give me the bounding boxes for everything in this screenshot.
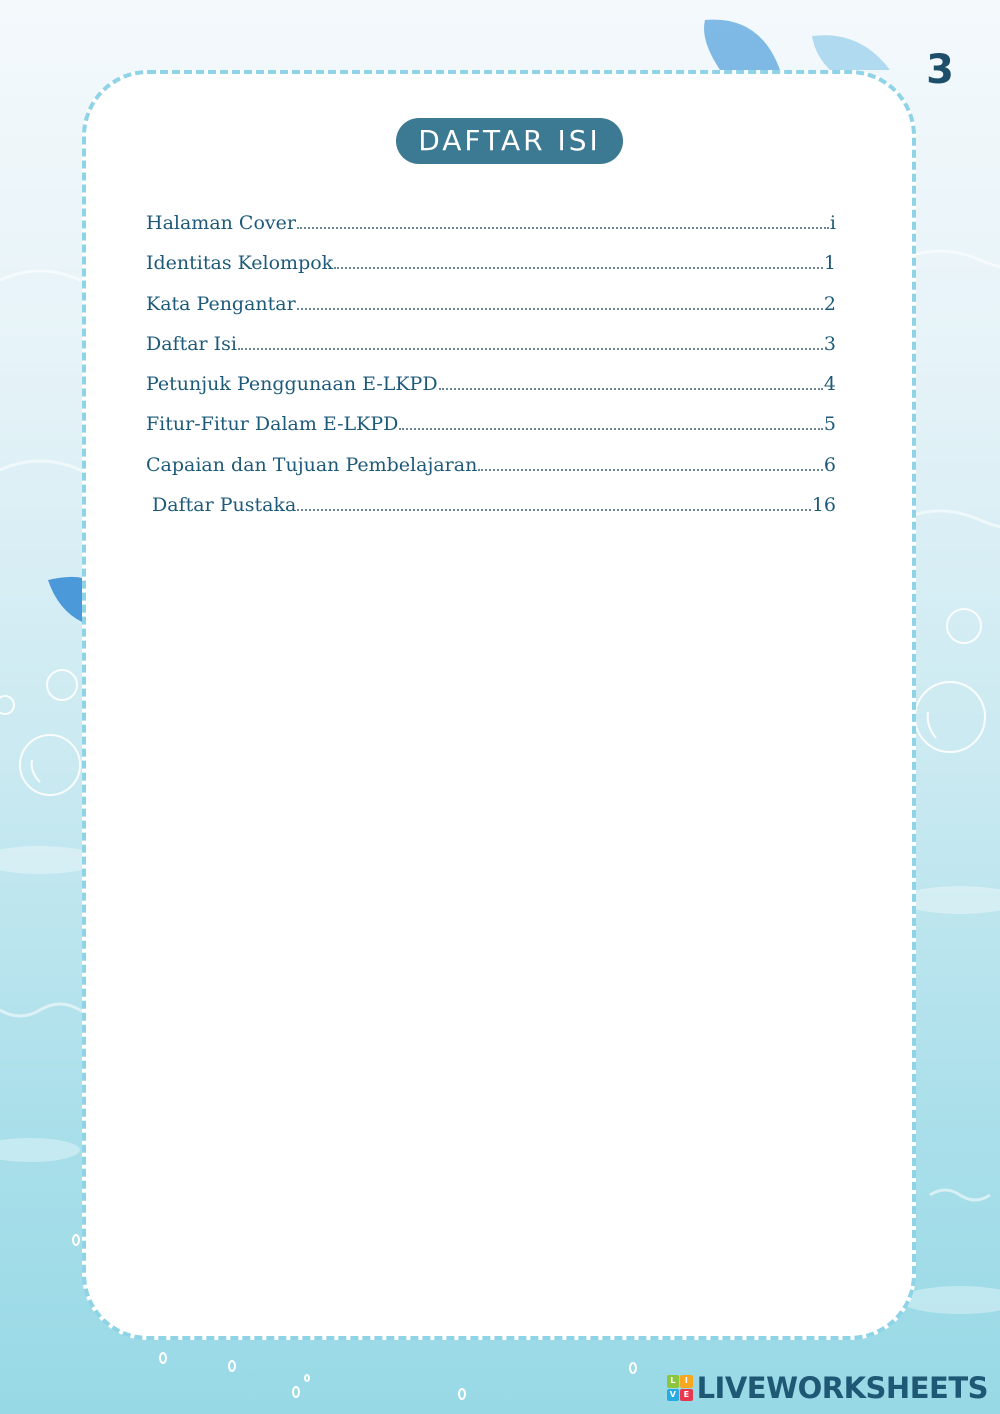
- toc-entry[interactable]: [146, 364, 836, 404]
- toc-entry[interactable]: [146, 445, 836, 485]
- toc-entry-label: Fitur-Fitur Dalam E-LKPD: [146, 413, 399, 436]
- liveworksheets-logo-text: LIVEWORKSHEETS: [696, 1371, 988, 1405]
- toc-entry-label: Petunjuk Penggunaan E-LKPD: [146, 373, 438, 396]
- toc-leader-dots: [297, 295, 823, 310]
- toc-leader-dots: [478, 456, 823, 471]
- toc-entry[interactable]: [146, 404, 836, 444]
- toc-entry-label: Identitas Kelompok: [146, 252, 334, 275]
- toc-entry-page: 4: [823, 373, 836, 396]
- toc-entry-label: Kata Pengantar: [146, 292, 296, 315]
- liveworksheets-logo[interactable]: [667, 1370, 988, 1406]
- toc-leader-dots: [399, 415, 823, 430]
- toc-entry[interactable]: [146, 284, 836, 324]
- toc-entry-page: 2: [823, 292, 836, 315]
- toc-entry[interactable]: [146, 324, 836, 364]
- toc-leader-dots: [238, 335, 823, 350]
- toc-leader-dots: [297, 214, 829, 229]
- page-number: 3: [926, 47, 954, 93]
- toc-entry-label: Daftar Isi: [146, 332, 238, 355]
- toc-entry[interactable]: [146, 203, 836, 243]
- toc-entry-page: 3: [823, 332, 836, 355]
- toc-entry-page: 1: [823, 252, 836, 275]
- toc-entry-page: i: [829, 212, 836, 234]
- toc-leader-dots: [297, 496, 811, 511]
- liveworksheets-logo-icon: L I V E: [667, 1375, 693, 1401]
- toc-leader-dots: [439, 375, 823, 390]
- toc-entry-label: Halaman Cover: [146, 212, 296, 234]
- toc-entry-label: Capaian dan Tujuan Pembelajaran: [146, 453, 478, 476]
- toc-entry-page: 16: [811, 494, 836, 517]
- toc-entry-page: 5: [823, 413, 836, 436]
- toc-leader-dots: [334, 254, 823, 269]
- toc-entry[interactable]: [146, 485, 836, 525]
- page-title: DAFTAR ISI: [396, 118, 623, 164]
- toc-entry[interactable]: [146, 243, 836, 283]
- toc-entry-page: 6: [823, 453, 836, 476]
- toc-entry-label: Daftar Pustaka: [146, 494, 297, 517]
- table-of-contents: [146, 203, 836, 525]
